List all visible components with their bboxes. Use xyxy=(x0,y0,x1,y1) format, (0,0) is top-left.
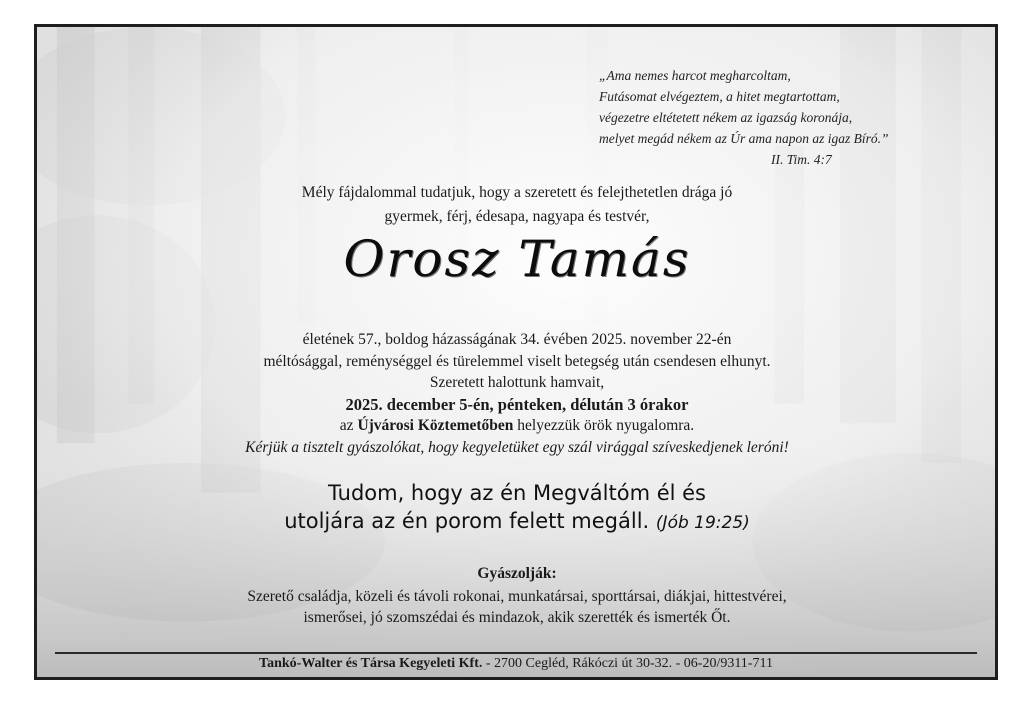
job-verse xyxy=(187,479,847,537)
verse-line: utoljára az én porom felett megáll. xyxy=(284,509,650,533)
place-prefix: az xyxy=(339,417,354,434)
announcement-line: életének 57., boldog házasságának 34. évében 2025. november 22-én xyxy=(302,331,732,348)
quote-line: „Ama nemes harcot megharcoltam, xyxy=(599,68,791,83)
announcement-text xyxy=(117,329,917,458)
deceased-name: Orosz Tamás xyxy=(343,230,691,288)
funeral-home-name: Tankó-Walter és Társa Kegyeleti Kft. xyxy=(259,656,483,671)
intro-line: Mély fájdalommal tudatjuk, hogy a szeretett és felejthetetlen drága jó xyxy=(301,184,733,201)
obituary-card xyxy=(34,24,998,680)
verse-citation: (Jób 19:25) xyxy=(655,513,750,533)
mourners-section xyxy=(117,563,917,628)
announcement-line: Szeretett halottunk hamvait, xyxy=(429,374,605,391)
intro-text xyxy=(157,181,877,229)
quote-line: melyet megád nékem az Úr ama napon az igaz Bíró.” xyxy=(599,131,889,146)
quote-line: végezetre eltétetett nékem az igazság koronája, xyxy=(599,110,853,125)
bible-quote xyxy=(599,65,959,170)
cemetery-name: Újvárosi Köztemetőben xyxy=(357,417,514,434)
funeral-home-contact: - 2700 Cegléd, Rákóczi út 30-32. - 06-20/9311-711 xyxy=(485,656,773,671)
place-suffix: helyezzük örök nyugalomra. xyxy=(517,417,695,434)
verse-line: Tudom, hogy az én Megváltóm él és xyxy=(328,481,706,505)
mourner-request: Kérjük a tisztelt gyászolókat, hogy kegyeletüket egy szál virággal szíveskedjenek leróni! xyxy=(245,438,789,456)
quote-reference: II. Tim. 4:7 xyxy=(771,152,832,167)
mourners-line: Szerető családja, közeli és távoli rokonai, munkatársai, sporttársai, diákjai, hittestvérei, xyxy=(247,588,787,605)
verse-line-2 xyxy=(187,507,847,537)
intro-line: gyermek, férj, édesapa, nagyapa és testvér, xyxy=(384,208,650,225)
announcement-line: méltósággal, reménységgel és türelemmel viselt betegség után csendesen elhunyt. xyxy=(263,352,771,370)
funeral-home-footer xyxy=(37,654,995,674)
quote-line: Futásomat elvégeztem, a hitet megtartottam, xyxy=(599,89,840,104)
mourners-heading: Gyászolják: xyxy=(477,565,557,582)
funeral-date: 2025. december 5-én, pénteken, délután 3 órakor xyxy=(345,394,689,414)
mourners-line: ismerősei, jó szomszédai és mindazok, akik szerették és ismerték Őt. xyxy=(303,609,731,626)
funeral-place-line xyxy=(117,415,917,437)
